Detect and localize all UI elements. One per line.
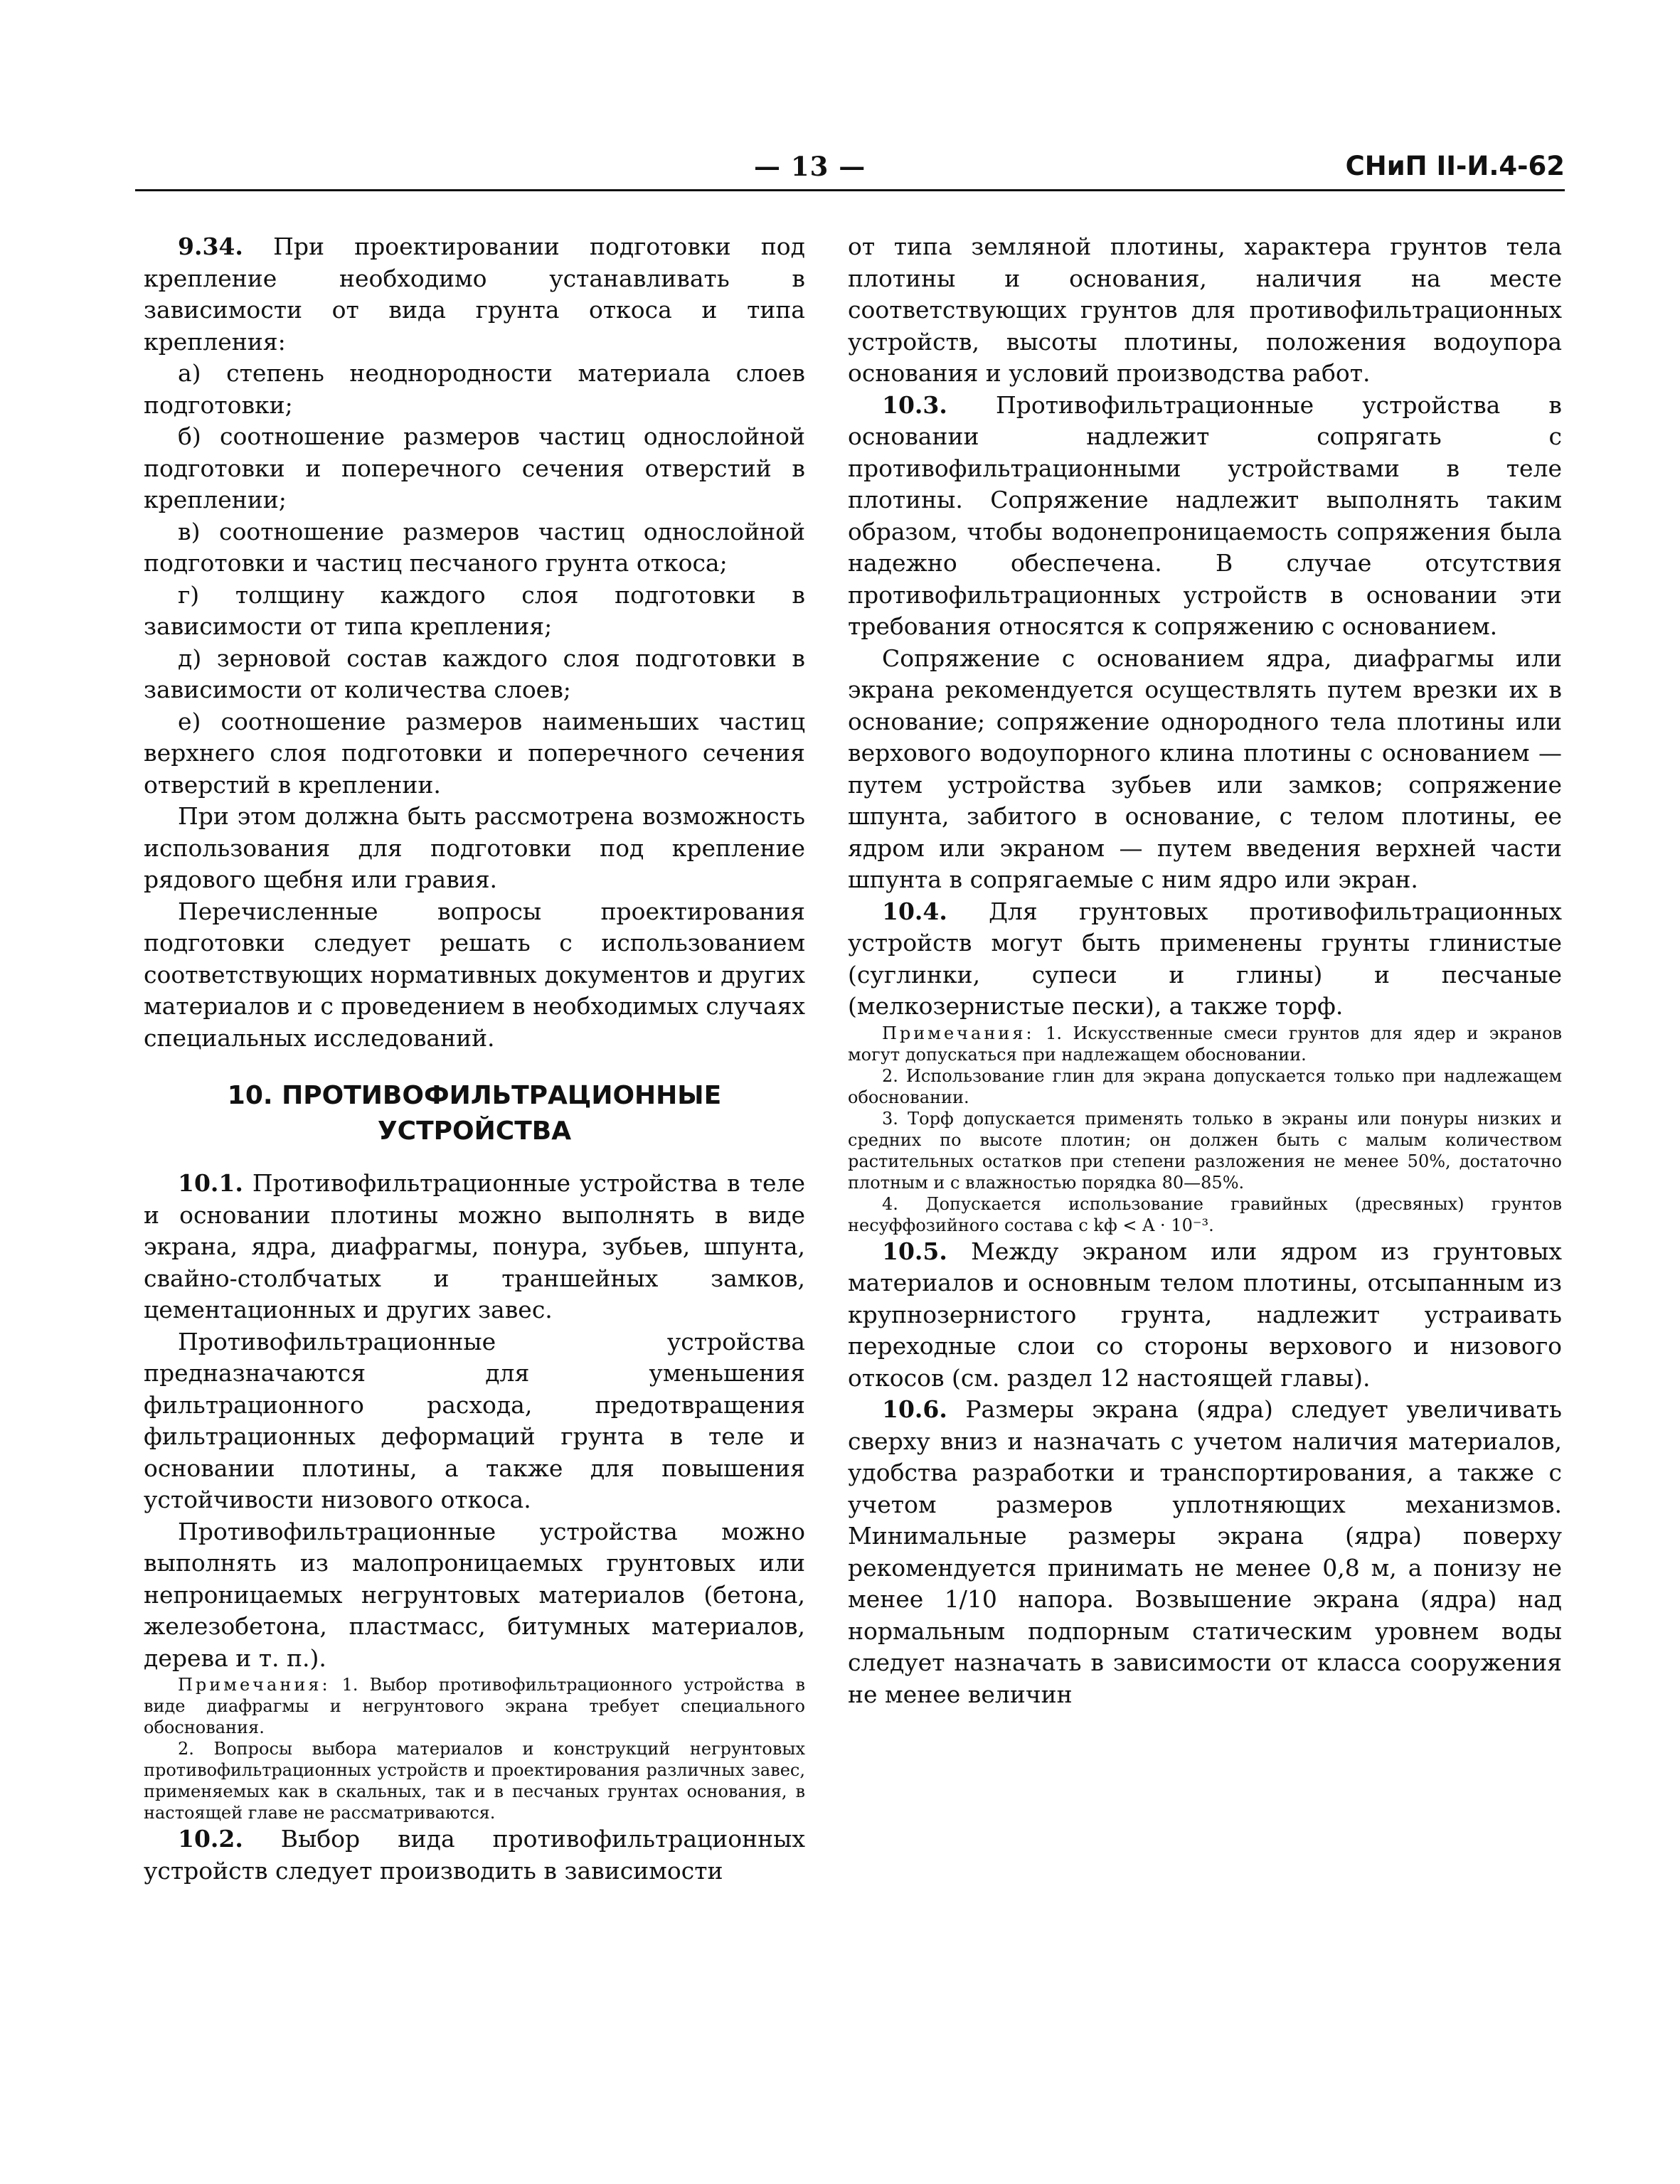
clause-text: Противофильтрационные устройства в основании надлежит сопрягать с противофильтрационными устройствами в теле плотины. Сопряжение надлежит выполнять таким образом, чтобы водонепроницаемость сопряжения была надежно обеспечена. В случае отсутствия противофильтрационных устройств в основании эти требования относятся к сопряжению с основанием. [848, 390, 1562, 640]
page-header [135, 151, 1565, 193]
paragraph: Противофильтрационные устройства можно выполнять из малопроницаемых грунтовых или непроницаемых негрунтовых материалов (бетона, железобетона, пластмасс, битумных материалов, дерева и т. п.). [144, 1517, 805, 1672]
clause-number: 10.3. [882, 390, 947, 419]
clause-text: При проектировании подготовки под крепление необходимо устанавливать в зависимости от вида грунта откоса и типа крепления: [144, 233, 805, 356]
page-number: — 13 — [754, 151, 866, 182]
note: 4. Допускается использование гравийных (дресвяных) грунтов несуффозийного состава с kф < A · 10⁻³. [848, 1193, 1562, 1235]
section-title-line: УСТРОЙСТВА [377, 1117, 572, 1146]
clause-text: Размеры экрана (ядра) следует увеличивать сверху вниз и назначать с учетом наличия материалов, удобства разработки и транспортирования, а также с учетом размеров уплотняющих механизмов. Минимальные размеры экрана (ядра) поверху рекомендуется принимать не менее 0,8 м, а понизу не менее 1/10 напора. Возвышение экрана (ядра) над нормальным подпорным статическим уровнем воды следует назначать в зависимости от класса сооружения не менее величин [848, 1395, 1562, 1708]
clause-text: Выбор вида противофильтрационных устройств следует производить в зависимости [144, 1825, 805, 1885]
document-code: СНиП II-И.4-62 [1345, 151, 1565, 181]
clause-9-34 [144, 231, 805, 358]
note-text: 1. Искусственные смеси грунтов для ядер и экранов могут допускаться при надлежащем обосновании. [848, 1023, 1562, 1065]
clause-10-4 [848, 896, 1562, 1023]
header-rule [135, 189, 1565, 191]
clause-number: 10.6. [882, 1395, 947, 1423]
paragraph: Перечисленные вопросы проектирования подготовки следует решать с использованием соответствующих нормативных документов и других материалов и с проведением в необходимых случаях специальных исследований. [144, 897, 805, 1052]
clause-number: 10.2. [178, 1825, 243, 1853]
list-item: а) степень неоднородности материала слоев подготовки; [144, 359, 805, 419]
note: 3. Торф допускается применять только в экраны или понуры низких и средних по высоте плотин; он должен быть с малым количеством растительных остатков при степени разложения не менее 50%, достаточно плотным и с влажностью порядка 80—85%. [848, 1108, 1562, 1193]
clause-number: 9.34. [178, 233, 243, 260]
note: 2. Вопросы выбора материалов и конструкций негрунтовых противофильтрационных устройств и проектирования различных завес, применяемых как в скальных, так и в песчаных грунтах основания, в настоящей главе не рассматриваются. [144, 1739, 805, 1823]
note: 2. Использование глин для экрана допускается только при надлежащем обосновании. [848, 1065, 1562, 1107]
list-item: д) зерновой состав каждого слоя подготовки в зависимости от количества слоев; [144, 644, 805, 703]
clause-10-1 [144, 1168, 805, 1326]
note [144, 1674, 805, 1738]
paragraph-continued: от типа земляной плотины, характера грунтов тела плотины и основания, наличия на месте соответствующих грунтов для противофильтрационных устройств, высоты плотины, положения водоупора основания и условий производства работ. [848, 233, 1562, 387]
section-title [144, 1078, 805, 1149]
note-text: 1. Выбор противофильтрационного устройства в виде диафрагмы и негрунтового экрана требует специального обоснования. [144, 1675, 805, 1737]
list-item: в) соотношение размеров частиц однослойной подготовки и частиц песчаного грунта откоса; [144, 517, 805, 577]
list-item: е) соотношение размеров наименьших частиц верхнего слоя подготовки и поперечного сечения отверстий в креплении. [144, 707, 805, 799]
clause-text: Для грунтовых противофильтрационных устройств могут быть применены грунты глинистые (суглинки, супеси и глины) и песчаные (мелкозернистые пески), а также торф. [848, 897, 1563, 1020]
paragraph: При этом должна быть рассмотрена возможность использования для подготовки под крепление рядового щебня или гравия. [144, 802, 805, 893]
left-column [144, 231, 805, 1887]
right-column [848, 231, 1562, 1710]
clause-number: 10.1. [178, 1169, 243, 1197]
clause-text: Между экраном или ядром из грунтовых материалов и основным телом плотины, отсыпанным из крупнозернистого грунта, надлежит устраивать переходные слои со стороны верхового и низового откосов (см. раздел 12 настоящей главы). [848, 1237, 1562, 1392]
note [848, 1023, 1562, 1065]
paragraph: Сопряжение с основанием ядра, диафрагмы или экрана рекомендуется осуществлять путем врезки их в основание; сопряжение однородного тела плотины или верхового водоупорного клина плотины с основанием — путем устройства зубьев или замков; сопряжение шпунта, забитого в основание, с телом плотины, ее ядром или экраном — путем введения верхней части шпунта в сопрягаемые с ним ядро или экран. [848, 644, 1562, 893]
clause-number: 10.4. [882, 897, 947, 925]
clause-number: 10.5. [882, 1237, 947, 1265]
clause-text: Противофильтрационные устройства в теле и основании плотины можно выполнять в виде экрана, ядра, диафрагмы, понура, зубьев, шпунта, свайно-столбчатых и траншейных замков, цементационных и других завес. [144, 1169, 805, 1323]
clause-10-2 [144, 1823, 805, 1887]
notes-heading: Примечания: [882, 1023, 1035, 1043]
section-title-line: 10. ПРОТИВОФИЛЬТРАЦИОННЫЕ [227, 1081, 722, 1110]
notes-heading: Примечания: [178, 1675, 331, 1695]
list-item: г) толщину каждого слоя подготовки в зависимости от типа крепления; [144, 580, 805, 640]
clause-10-5 [848, 1236, 1562, 1395]
paragraph: Противофильтрационные устройства предназначаются для уменьшения фильтрационного расхода, предотвращения фильтрационных деформаций грунта в теле и основании плотины, а также для повышения устойчивости низового откоса. [144, 1327, 805, 1513]
clause-10-6 [848, 1394, 1562, 1710]
clause-10-3 [848, 390, 1562, 643]
list-item: б) соотношение размеров частиц однослойной подготовки и поперечного сечения отверстий в креплении; [144, 422, 805, 513]
